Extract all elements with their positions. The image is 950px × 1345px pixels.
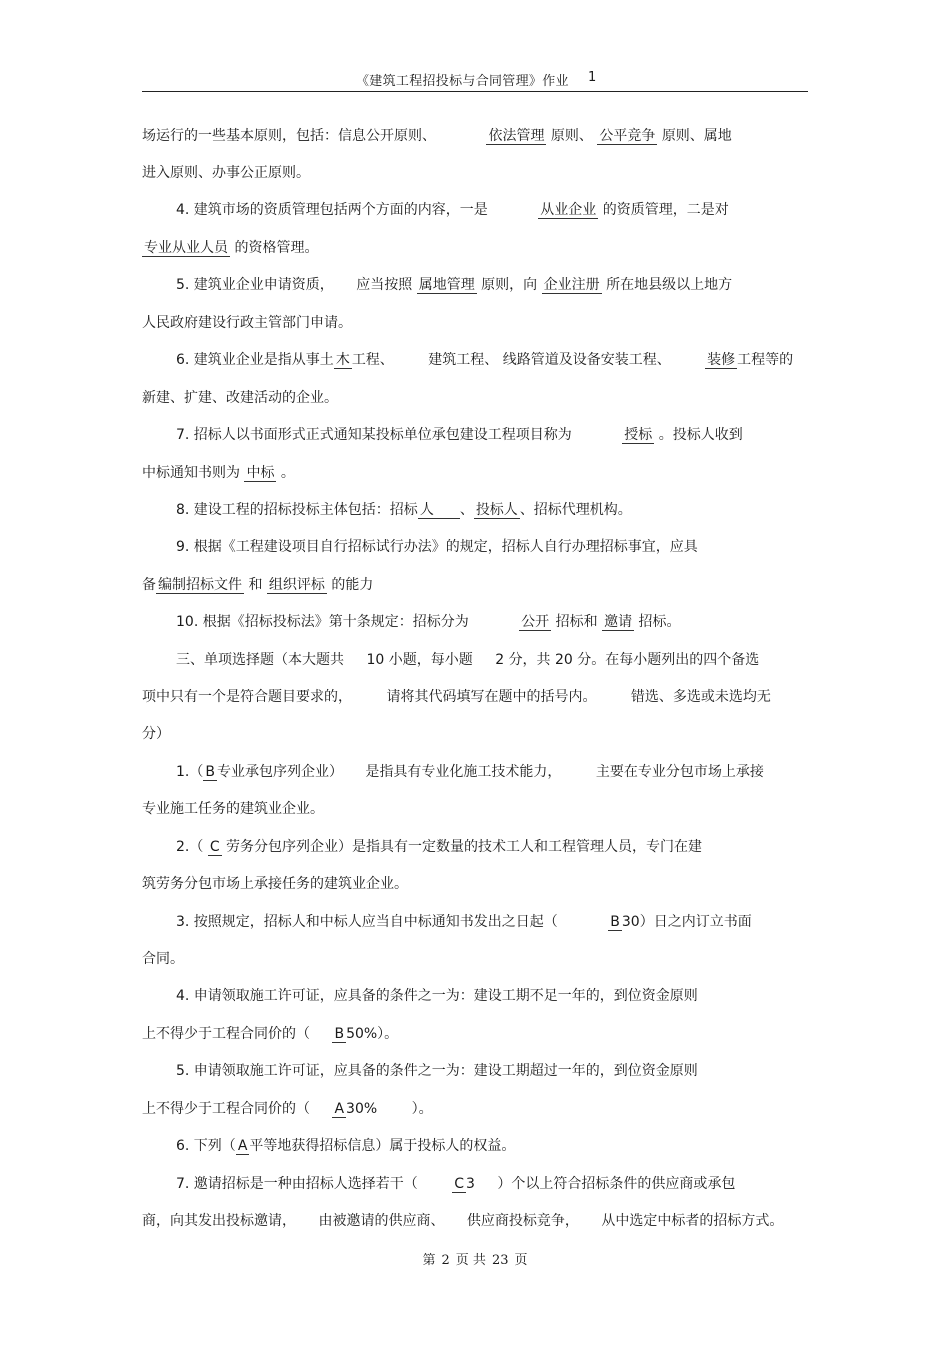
text-run: 2.（ [176, 839, 204, 855]
text-run: 所在地县级以上地方 [606, 277, 733, 293]
text-run: 原则、 [550, 128, 593, 144]
text-line [176, 350, 793, 370]
footer-text: 页 共 [455, 1253, 486, 1268]
text-line [142, 724, 170, 744]
text-run: 3 [466, 1176, 475, 1192]
answer-blank: 企业注册 [543, 277, 600, 293]
footer-total-pages: 23 [491, 1253, 509, 1268]
text-line [176, 1061, 698, 1081]
page-header [142, 66, 808, 92]
text-run: 6. 下列（ [176, 1138, 236, 1154]
text-run: 三、单项选择题（本大题共 [176, 652, 344, 668]
text-run: 错选、多选或未选均无 [630, 689, 771, 705]
footer-current-page: 2 [441, 1253, 450, 1268]
answer-blank: B [334, 1026, 345, 1042]
text-run: 建筑工程、 线路管道及设备安装工程、 [428, 352, 671, 368]
text-run: 人民政府建设行政主管部门申请。 [142, 315, 352, 331]
answer-blank: 授标 [624, 427, 653, 443]
text-line [142, 463, 295, 483]
text-line [176, 1136, 515, 1156]
text-run: 由被邀请的供应商、 [318, 1213, 445, 1229]
answer-blank: 人 [418, 502, 460, 519]
text-line [176, 275, 732, 295]
footer-text: 页 [514, 1253, 528, 1268]
text-line [142, 1099, 433, 1119]
text-line [176, 425, 743, 445]
text-line [142, 313, 352, 333]
text-line [142, 949, 184, 969]
text-run: 原则，向 [481, 277, 538, 293]
text-run: 50%）。 [346, 1026, 399, 1042]
text-run: 请将其代码填写在题中的括号内。 [386, 689, 597, 705]
text-run: 是指具有专业化施工技术能力， [365, 764, 562, 780]
text-run: 、 [459, 502, 474, 518]
text-line [142, 126, 732, 146]
text-run: 上不得少于工程合同价的（ [142, 1026, 310, 1042]
text-run: 招标和 [555, 614, 598, 630]
answer-blank: 公开 [521, 614, 550, 630]
text-run: 2 [495, 652, 505, 668]
text-run: 8. 建设工程的招标投标主体包括：招标 [176, 502, 418, 518]
text-line [142, 874, 408, 894]
text-run: 9. 根据《工程建设项目自行招标试行办法》的规定，招标人自行办理招标事宜，应具 [176, 539, 698, 555]
answer-blank: 中标 [246, 465, 275, 481]
text-run: 工程、 [351, 352, 394, 368]
answer-blank: 公平竞争 [599, 128, 656, 144]
text-line [176, 762, 764, 782]
answer-blank: B [610, 914, 620, 930]
text-run: 4. 建筑市场的资质管理包括两个方面的内容，一是 [176, 202, 488, 218]
text-run: 合同。 [142, 951, 184, 967]
text-line [176, 500, 632, 520]
answer-blank: B [205, 764, 215, 780]
text-run: 专业施工任务的建筑业企业。 [142, 801, 324, 817]
header-page-number: 1 [588, 70, 597, 85]
text-run: 原则、属地 [661, 128, 732, 144]
text-run: 。 [280, 465, 295, 481]
text-run: 备 [142, 577, 156, 593]
text-run: ）。 [411, 1101, 433, 1117]
text-run: 筑劳务分包市场上承接任务的建筑业企业。 [142, 876, 408, 892]
text-run: 10. 根据《招标投标法》第十条规定：招标分为 [176, 614, 469, 630]
answer-blank: 组织评标 [268, 577, 325, 593]
text-line [142, 163, 310, 183]
text-line [176, 200, 729, 220]
text-line [142, 575, 373, 595]
text-run: 商，向其发出投标邀请， [142, 1213, 296, 1229]
page-footer [0, 1249, 950, 1268]
header-title: 《建筑工程招投标与合同管理》作业 [356, 74, 569, 89]
text-run: 分，共 [508, 652, 551, 668]
answer-blank: 从业企业 [540, 202, 597, 218]
text-line [176, 837, 702, 857]
text-run: 和 [248, 577, 263, 593]
answer-blank: 邀请 [604, 614, 633, 630]
text-run: 6. 建筑业企业是指从事土 [176, 352, 334, 368]
text-run: 5. 申请领取施工许可证，应具备的条件之一为：建设工期超过一年的，到位资金原则 [176, 1063, 698, 1079]
footer-text: 第 [422, 1253, 436, 1268]
text-run: 专业承包序列企业） [216, 764, 343, 780]
text-line [142, 388, 338, 408]
text-line [176, 986, 698, 1006]
answer-blank: 投标人 [475, 502, 518, 518]
text-run: 的能力 [331, 577, 374, 593]
text-line [176, 912, 752, 932]
text-line [142, 687, 771, 707]
text-run: 项中只有一个是符合题目要求的， [142, 689, 352, 705]
text-run: 4. 申请领取施工许可证，应具备的条件之一为：建设工期不足一年的，到位资金原则 [176, 988, 698, 1004]
text-run: 劳务分包序列企业）是指具有一定数量的技术工人和工程管理人员，专门在建 [226, 839, 703, 855]
text-line [142, 1024, 398, 1044]
answer-blank: 装修 [707, 352, 736, 368]
text-run: 应当按照 [356, 277, 413, 293]
answer-blank: 依法管理 [488, 128, 545, 144]
text-run: 1.（ [176, 764, 204, 780]
text-run: 5. 建筑业企业申请资质， [176, 277, 334, 293]
text-run: 分。在每小题列出的四个备选 [577, 652, 760, 668]
text-run: 中标通知书则为 [142, 465, 240, 481]
text-run: 的资质管理，二是对 [602, 202, 729, 218]
text-line [176, 537, 698, 557]
text-run: 30% [346, 1101, 378, 1117]
text-line [142, 238, 318, 258]
text-run: 10 [366, 652, 385, 668]
text-run: 小题，每小题 [388, 652, 473, 668]
answer-blank: A [237, 1138, 248, 1154]
text-run: 工程等的 [737, 352, 794, 368]
text-run: 从中选定中标者的招标方式。 [601, 1213, 784, 1229]
text-run: 平等地获得招标信息）属于投标人的权益。 [249, 1138, 516, 1154]
text-run: 7. 招标人以书面形式正式通知某投标单位承包建设工程项目称为 [176, 427, 572, 443]
text-run: 30）日之内订立书面 [621, 914, 752, 930]
text-run: 招标。 [638, 614, 681, 630]
answer-blank: 属地管理 [418, 277, 475, 293]
answer-blank: A [334, 1101, 345, 1117]
text-run: 。投标人收到 [658, 427, 743, 443]
text-run: 场运行的一些基本原则，包括：信息公开原则、 [142, 128, 436, 144]
answer-blank: 专业从业人员 [144, 240, 228, 256]
text-run: 供应商投标竞争， [466, 1213, 579, 1229]
text-run: 新建、扩建、改建活动的企业。 [142, 390, 338, 406]
text-run: 的资格管理。 [234, 240, 319, 256]
answer-blank: C [454, 1176, 465, 1192]
text-run: 、招标代理机构。 [519, 502, 632, 518]
text-run: 分） [142, 726, 170, 742]
text-run: ）个以上符合招标条件的供应商或承包 [497, 1176, 736, 1192]
text-run: 进入原则、办事公正原则。 [142, 165, 310, 181]
text-run: 20 [555, 652, 573, 668]
text-run: 主要在专业分包市场上承接 [595, 764, 764, 780]
answer-blank: C [209, 839, 220, 855]
text-run: 上不得少于工程合同价的（ [142, 1101, 310, 1117]
text-run: 7. 邀请招标是一种由招标人选择若干（ [176, 1176, 418, 1192]
text-line [142, 1211, 783, 1231]
answer-blank: 编制招标文件 [158, 577, 242, 593]
text-run: 3. 按照规定，招标人和中标人应当自中标通知书发出之日起（ [176, 914, 558, 930]
text-line [176, 650, 759, 670]
text-line [176, 1174, 735, 1194]
text-line [142, 799, 324, 819]
text-line [176, 612, 681, 632]
answer-blank: 木 [335, 352, 350, 368]
